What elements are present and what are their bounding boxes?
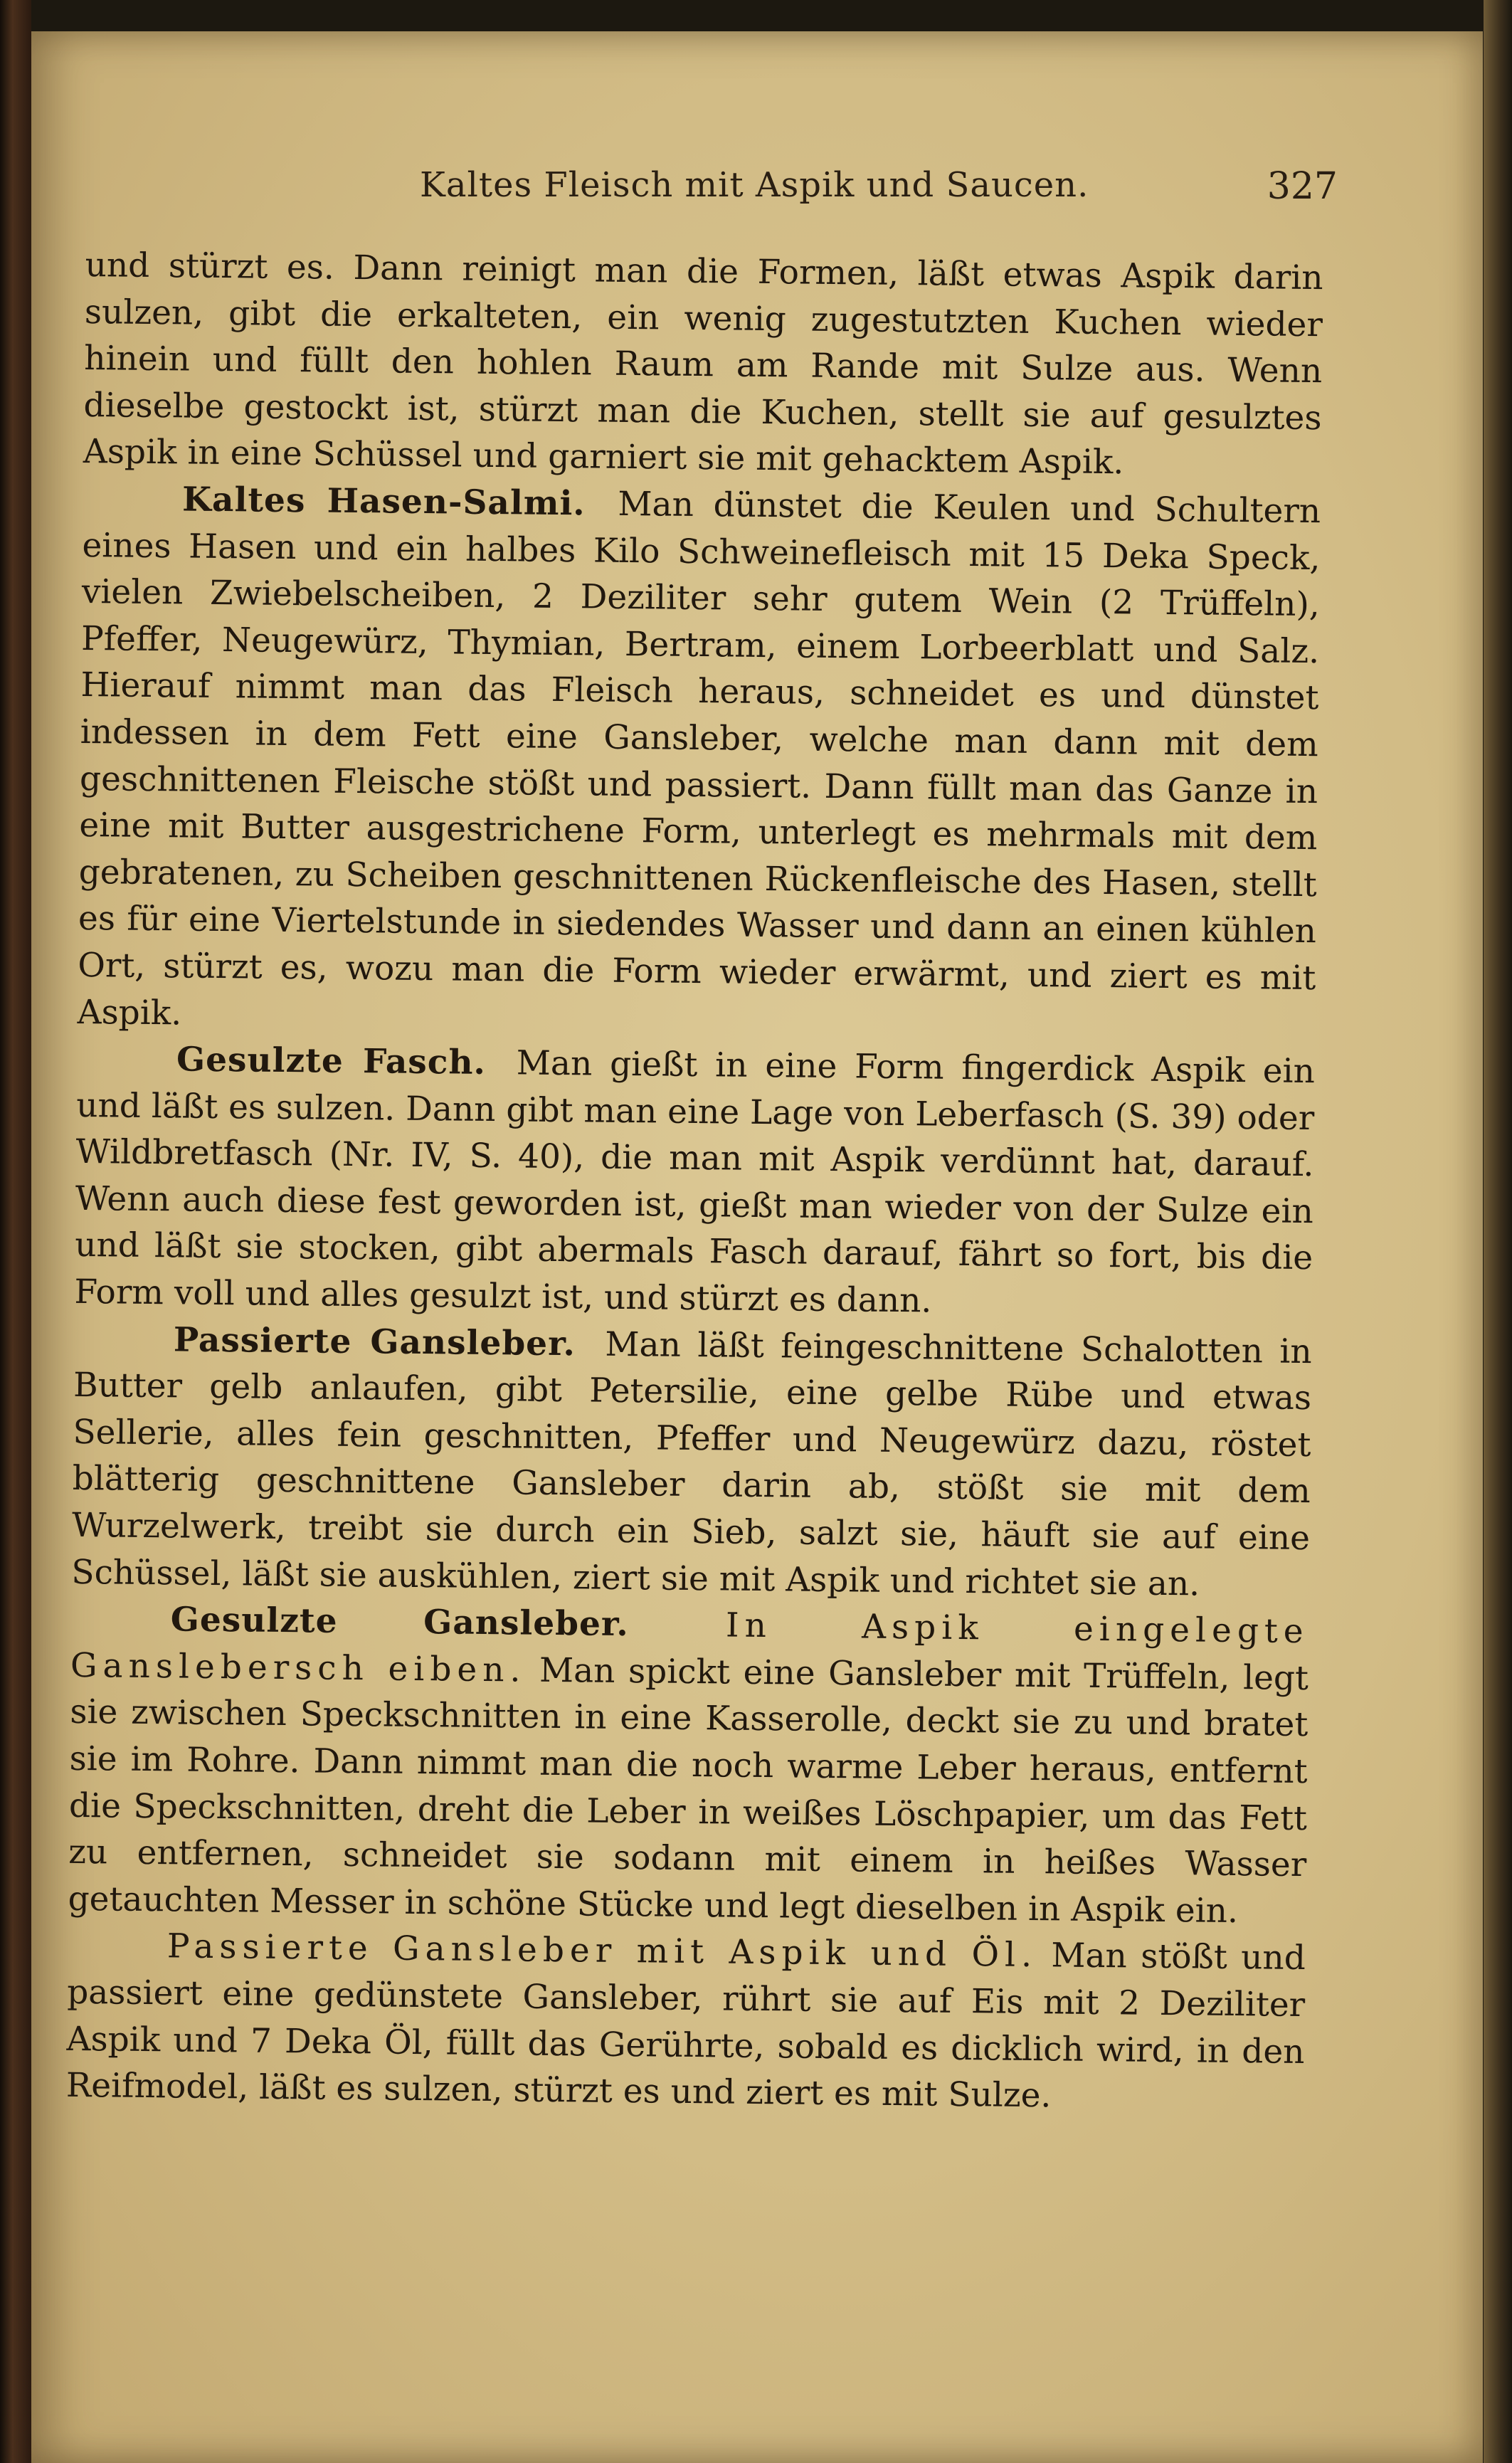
book-spine — [0, 0, 31, 2463]
page-header — [420, 165, 1338, 215]
page-number: 327 — [1267, 165, 1338, 208]
recipe-passierte-gansleber — [71, 1316, 1312, 1609]
recipe-text: Man spickt eine Gansleber mit Trüffeln, legt sie zwischen Speckschnitten in eine Kasserolle, deckt sie zu und bratet sie im Rohre. Dann nimmt man die noch warme Leber heraus, entfernt die Speckschnitten, dreht die Leber in weißes Löschpapier, um das Fett zu entfernen, schneidet sie sodann mit einem in heißes Wasser getauchten Messer in schöne Stücke und legt dieselben in Aspik ein. — [68, 1650, 1309, 1931]
recipe-passierte-gansleber-aspik-oel — [66, 1922, 1306, 2122]
paragraph-text: und stürzt es. Dann reinigt man die Formen, läßt etwas Aspik darin sulzen, gibt die erkalteten, ein wenig zugestutzten Kuchen wieder hinein und füllt den hohlen Raum am Rande mit Sulze aus. Wenn dieselbe gestockt ist, stürzt man die Kuchen, stellt sie auf gesulztes Aspik in eine Schüssel und garniert sie mit gehacktem Aspik. — [83, 245, 1323, 482]
recipe-subtitle: Passierte Gansleber mit Aspik und Öl. — [166, 1926, 1038, 1976]
recipe-text: Man dünstet die Keulen und Schultern eines Hasen und ein halbes Kilo Schweinefleisch mit 15 Deka Speck, vielen Zwiebelscheiben, 2 Deziliter sehr gutem Wein (2 Trüffeln), Pfeffer, Neugewürz, Thymian, Bertram, einem Lorbeerblatt und Salz. Hierauf nimmt man das Fleisch heraus, schneidet es und dünstet indessen in dem Fett eine Gansleber, welche man dann mit dem geschnittenen Fleische stößt und passiert. Dann füllt man das Ganze in eine mit Butter ausgestrichene Form, unterlegt es mehrmals mit dem gebratenen, zu Scheiben geschnittenen Rückenfleische des Hasen, stellt es für eine Viertelstunde in siedendes Wasser und dann an einen kühlen Ort, stürzt es, wozu man die Form wieder erwärmt, und ziert es mit Aspik. — [77, 484, 1321, 1033]
page-edge — [1484, 0, 1512, 2463]
recipe-text: Man gießt in eine Form fingerdick Aspik ein und läßt es sulzen. Dann gibt man eine Lage von Leberfasch (S. 39) oder Wildbretfasch (Nr. IV, S. 40), die man mit Aspik verdünnt hat, darauf. Wenn auch diese fest geworden ist, gießt man wieder von der Sulze ein und läßt sie stocken, gibt abermals Fasch darauf, fährt so fort, bis die Form voll und alles gesulzt ist, und stürzt es dann. — [74, 1043, 1316, 1321]
recipe-title: Passierte Gansleber. — [173, 1320, 576, 1364]
paragraph-continuation — [83, 242, 1323, 488]
recipe-subtitle: In Aspik eingelegte Ganslebersch eiben. — [70, 1605, 1309, 1690]
recipe-text: Man läßt feingeschnittene Schalotten in Butter gelb anlaufen, gibt Petersilie, eine gelbe Rübe und etwas Sellerie, alles fein geschnitten, Pfeffer und Neugewürz dazu, röstet blätterig geschnittene Gansleber darin ab, stößt sie mit dem Wurzelwerk, treibt sie durch ein Sieb, salzt sie, häuft sie auf eine Schüssel, läßt sie auskühlen, ziert sie mit Aspik und richtet sie an. — [71, 1324, 1313, 1604]
recipe-gesulzte-gansleber — [68, 1596, 1309, 1935]
recipe-title: Gesulzte Fasch. — [176, 1040, 487, 1083]
recipe-kaltes-hasen-salmi — [77, 475, 1321, 1048]
recipe-title: Gesulzte Gansleber. — [170, 1600, 630, 1645]
recipe-text: Man stößt und passiert eine gedünstete Gansleber, rührt sie auf Eis mit 2 Deziliter Aspik und 7 Deka Öl, füllt das Gerührte, sobald es dicklich wird, in den Reifmodel, läßt es sulzen, stürzt es und ziert es mit Sulze. — [65, 1936, 1306, 2116]
recipe-title: Kaltes Hasen-Salmi. — [181, 480, 586, 524]
recipe-gesulzte-fasch — [74, 1035, 1315, 1329]
page-body — [66, 242, 1323, 2122]
running-head: Kaltes Fleisch mit Aspik und Saucen. — [420, 165, 1089, 205]
